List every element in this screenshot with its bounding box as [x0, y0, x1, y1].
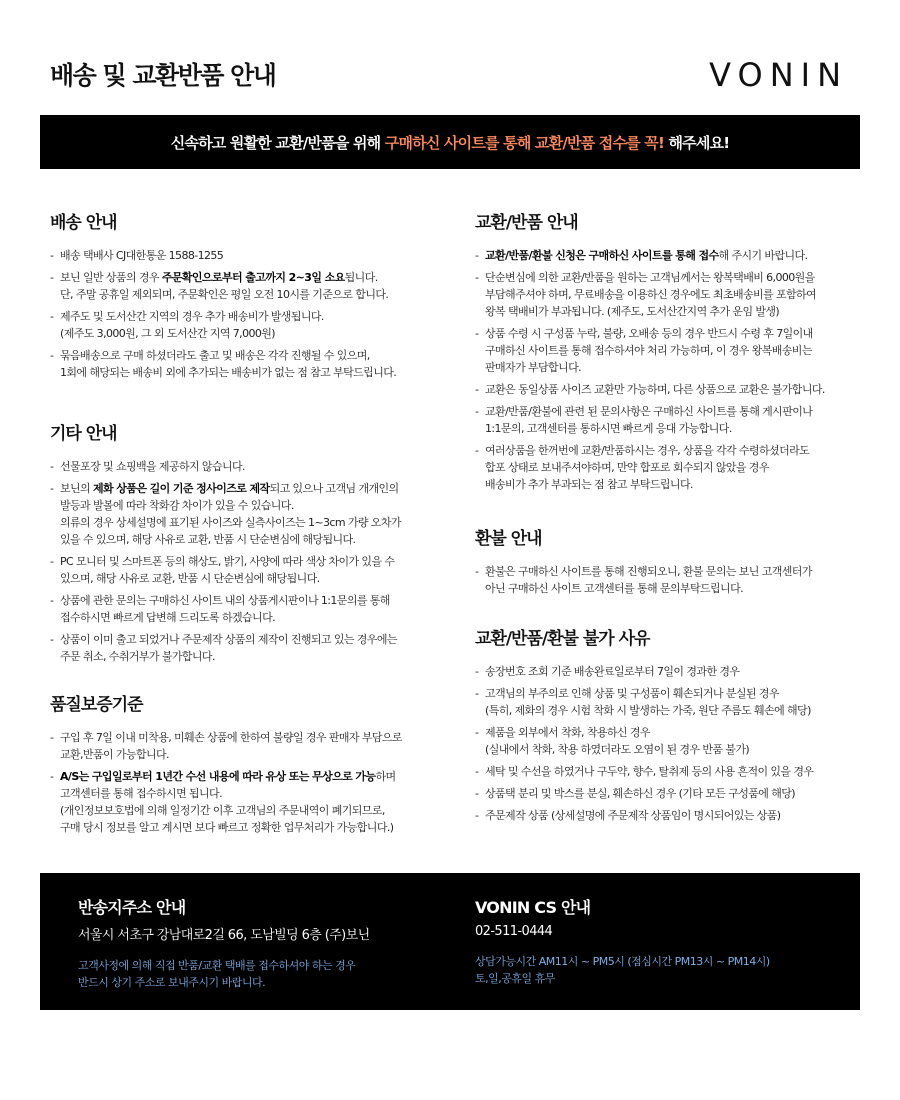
item-text: 부담해주셔야 하며, 무료배송을 이용하신 경우에도 최초배송비를 포함하여: [485, 288, 817, 301]
section-title: 배송 안내: [50, 213, 117, 233]
section-title: 교환/반품 안내: [475, 213, 578, 233]
item-line: [60, 729, 430, 746]
section-list: [50, 458, 430, 665]
page-title: 배송 및 교환반품 안내: [50, 61, 276, 90]
item-text: 왕복 택배비가 부과됩니다. (제주도, 도서산간지역 추가 운임 발생): [485, 305, 780, 318]
item-line: [60, 785, 430, 802]
item-line: [60, 364, 430, 381]
item-text: 상품에 관한 문의는 구매하신 사이트 내의 상품게시판이나 1:1문의를 통해: [60, 594, 390, 607]
item-text: 주문제작 상품 (상세설명에 주문제작 상품임이 명시되어있는 상품): [485, 809, 781, 822]
item-line: [485, 807, 855, 824]
list-item: [475, 763, 855, 780]
list-item: [50, 480, 430, 548]
section-list: [50, 729, 430, 836]
note-line: 반드시 상기 주소로 보내주시기 바랍니다.: [78, 976, 266, 989]
item-line: [485, 286, 855, 303]
item-text: 제품을 외부에서 착화, 착용하신 경우: [485, 726, 650, 739]
item-line: [485, 442, 855, 459]
cs-phone: 02-511-0444: [475, 924, 553, 939]
item-line: [60, 247, 430, 264]
item-text: 주문 취소, 수취거부가 불가합니다.: [60, 650, 215, 663]
item-text: 제주도 및 도서산간 지역의 경우 추가 배송비가 발생됩니다.: [60, 310, 324, 323]
section-title: 기타 안내: [50, 424, 117, 444]
list-item: [475, 685, 855, 719]
section-shipping: [50, 208, 430, 386]
item-text: 판매자가 부담합니다.: [485, 361, 582, 374]
item-line: [485, 724, 855, 741]
list-item: [50, 729, 430, 763]
item-text: 구입 후 7일 이내 미착용, 미훼손 상품에 한하여 불량일 경우 판매자 부담으로: [60, 731, 402, 744]
item-text: 보닌 일반 상품의 경우: [60, 271, 162, 284]
list-item: [475, 807, 855, 824]
item-line: [485, 741, 855, 758]
item-text: 하며: [375, 770, 396, 783]
item-text: 배송 택배사 CJ대한통운 1588-1255: [60, 249, 224, 262]
list-item: [475, 663, 855, 680]
note-line: 고객사정에 의해 직접 반품/교환 택배를 접수하셔야 하는 경우: [78, 959, 356, 972]
list-item: [50, 247, 430, 264]
item-text: 송장번호 조회 기준 배송완료일로부터 7일이 경과한 경우: [485, 665, 740, 678]
note-line: 토,일,공휴일 휴무: [475, 972, 555, 985]
item-text: 1:1문의, 고객센터를 통하시면 빠르게 응대 가능합니다.: [485, 422, 732, 435]
item-line: [485, 403, 855, 420]
item-line: [60, 347, 430, 364]
section-list: [50, 247, 430, 381]
section-title: 환불 안내: [475, 529, 542, 549]
item-text: (개인정보보호법에 의해 일정기간 이후 고객님의 주문내역이 폐기되므로,: [60, 804, 385, 817]
item-line: [60, 746, 430, 763]
item-line: [60, 592, 430, 609]
section-list: [475, 563, 855, 597]
brand-logo: VONIN: [709, 56, 848, 94]
return-address: 서울시 서초구 강남대로2길 66, 도남빌딩 6층 (주)보닌: [78, 928, 370, 943]
list-item: [475, 403, 855, 437]
emphasis-text: 주문확인으로부터 출고까지 2~3일 소요: [161, 271, 345, 284]
notice-banner: [40, 115, 860, 169]
item-line: [485, 476, 855, 493]
footer-info: [40, 873, 860, 1010]
item-text: 아닌 구매하신 사이트 고객센터를 통해 문의부탁드립니다.: [485, 582, 744, 595]
item-text: 1회에 해당되는 배송비 외에 추가되는 배송비가 없는 점 참고 부탁드립니다.: [60, 366, 397, 379]
item-text: PC 모니터 및 스마트폰 등의 해상도, 밝기, 사양에 따라 색상 차이가 있을 수: [60, 555, 395, 568]
item-text: (제주도 3,000원, 그 외 도서산간 지역 7,000원): [60, 327, 275, 340]
item-line: [485, 325, 855, 342]
item-line: [60, 768, 430, 785]
list-item: [50, 553, 430, 587]
list-item: [50, 269, 430, 303]
list-item: [475, 724, 855, 758]
item-text: 있으며, 해당 사유로 교환, 반품 시 단순변심에 해당됩니다.: [60, 572, 320, 585]
item-text: 상품 수령 시 구성품 누락, 불량, 오배송 등의 경우 반드시 수령 후 7일이내: [485, 327, 813, 340]
item-text: 고객님의 부주의로 인해 상품 및 구성품이 훼손되거나 분실된 경우: [485, 687, 779, 700]
item-text: 단순변심에 의한 교환/반품을 원하는 고객님께서는 왕복택배비 6,000원을: [485, 271, 815, 284]
item-text: 고객센터를 통해 접수하시면 됩니다.: [60, 787, 222, 800]
emphasis-text: 제화 상품은 길이 기준 정사이즈로 제작: [92, 482, 270, 495]
return-address-note: [78, 957, 370, 991]
item-line: [60, 480, 430, 497]
item-text: 되고 있으나 고객님 개개인의: [269, 482, 399, 495]
item-text: 보닌의: [60, 482, 93, 495]
list-item: [475, 381, 855, 398]
item-line: [60, 570, 430, 587]
item-text: 의류의 경우 상세설명에 표기된 사이즈와 실측사이즈는 1~3cm 가량 오차가: [60, 516, 401, 529]
item-line: [485, 303, 855, 320]
section-warranty: [50, 690, 430, 841]
item-text: 접수하시면 빠르게 답변해 드리도록 하겠습니다.: [60, 611, 276, 624]
item-line: [485, 763, 855, 780]
item-line: [485, 663, 855, 680]
item-line: [60, 819, 430, 836]
item-text: (실내에서 착화, 착용 하였더라도 오염이 된 경우 반품 불가): [485, 743, 750, 756]
banner-suffix: 해주세요!: [664, 133, 730, 152]
item-line: [60, 514, 430, 531]
list-item: [50, 308, 430, 342]
item-line: [60, 553, 430, 570]
item-line: [485, 381, 855, 398]
emphasis-text: 교환/반품/환불 신청은 구매하신 사이트를 통해 접수: [485, 249, 719, 262]
item-line: [485, 269, 855, 286]
section-list: [475, 247, 855, 493]
section-title: 교환/반품/환불 불가 사유: [475, 629, 650, 649]
item-text: 여러상품을 한꺼번에 교환/반품하시는 경우, 상품을 각각 수령하셨더라도: [485, 444, 810, 457]
item-line: [485, 359, 855, 376]
list-item: [50, 458, 430, 475]
section-not-allowed: [475, 624, 855, 829]
list-item: [50, 768, 430, 836]
item-line: [60, 497, 430, 514]
section-list: [475, 663, 855, 824]
item-text: 합포 상태로 보내주셔야하며, 만약 합포로 회수되지 않았을 경우: [485, 461, 769, 474]
list-item: [475, 785, 855, 802]
banner-prefix: 신속하고 원활한 교환/반품을 위해: [170, 133, 385, 152]
item-text: 환불은 구매하신 사이트를 통해 진행되오니, 환불 문의는 보닌 고객센터가: [485, 565, 812, 578]
item-text: 묶음배송으로 구매 하셨더라도 출고 및 배송은 각각 진행될 수 있으며,: [60, 349, 370, 362]
return-address-block: [78, 895, 370, 991]
item-line: [60, 609, 430, 626]
list-item: [475, 247, 855, 264]
item-line: [60, 531, 430, 548]
banner-highlight: 구매하신 사이트를 통해 교환/반품 접수를 꼭!: [384, 133, 665, 152]
item-text: 세탁 및 수선을 하였거나 구두약, 향수, 탈취제 등의 사용 흔적이 있을 경우: [485, 765, 814, 778]
item-text: 발등과 발볼에 따라 착화감 차이가 있을 수 있습니다.: [60, 499, 294, 512]
item-line: [60, 269, 430, 286]
return-address-title: 반송지주소 안내: [78, 898, 186, 917]
item-text: 해 주시기 바랍니다.: [718, 249, 808, 262]
item-line: [485, 580, 855, 597]
list-item: [475, 442, 855, 493]
item-line: [485, 785, 855, 802]
emphasis-text: A/S는 구입일로부터 1년간 수선 내용에 따라 유상 또는 무상으로 가능: [60, 770, 376, 783]
cs-note: [475, 953, 770, 987]
section-title: 품질보증기준: [50, 695, 143, 715]
section-refund: [475, 524, 855, 602]
item-line: [60, 802, 430, 819]
item-line: [485, 342, 855, 359]
item-text: 구매하신 사이트를 통해 접수하셔야 처리 가능하며, 이 경우 왕복배송비는: [485, 344, 812, 357]
item-line: [60, 308, 430, 325]
item-line: [485, 420, 855, 437]
list-item: [475, 325, 855, 376]
cs-block: [475, 895, 770, 987]
item-text: (특히, 제화의 경우 시험 착화 시 발생하는 가죽, 원단 주름도 훼손에 해당): [485, 704, 811, 717]
note-line: 상담가능시간 AM11시 ~ PM5시 (점심시간 PM13시 ~ PM14시): [475, 955, 770, 968]
item-text: 됩니다.: [344, 271, 378, 284]
item-text: 상품택 분리 및 박스를 분실, 훼손하신 경우 (기타 모든 구성품에 해당): [485, 787, 795, 800]
item-text: 선물포장 및 쇼핑백을 제공하지 않습니다.: [60, 460, 245, 473]
item-line: [60, 325, 430, 342]
item-text: 교환은 동일상품 사이즈 교환만 가능하며, 다른 상품으로 교환은 불가합니다.: [485, 383, 825, 396]
item-line: [485, 563, 855, 580]
item-line: [60, 458, 430, 475]
item-line: [60, 648, 430, 665]
cs-title: VONIN CS 안내: [475, 898, 591, 917]
list-item: [50, 347, 430, 381]
item-text: 구매 당시 정보를 알고 계시면 보다 빠르고 정확한 업무처리가 가능합니다.): [60, 821, 394, 834]
section-exchange: [475, 208, 855, 498]
item-line: [60, 286, 430, 303]
list-item: [50, 631, 430, 665]
item-line: [485, 685, 855, 702]
item-text: 배송비가 추가 부과되는 점 참고 부탁드립니다.: [485, 478, 693, 491]
item-text: 단, 주말 공휴일 제외되며, 주문확인은 평일 오전 10시를 기준으로 합니다.: [60, 288, 389, 301]
list-item: [475, 563, 855, 597]
item-text: 상품이 이미 출고 되었거나 주문제작 상품의 제작이 진행되고 있는 경우에는: [60, 633, 397, 646]
item-text: 교환,반품이 가능합니다.: [60, 748, 169, 761]
item-line: [485, 459, 855, 476]
list-item: [475, 269, 855, 320]
section-etc: [50, 419, 430, 670]
list-item: [50, 592, 430, 626]
item-text: 있을 수 있으며, 해당 사유로 교환, 반품 시 단순변심에 해당됩니다.: [60, 533, 356, 546]
item-line: [485, 702, 855, 719]
item-text: 교환/반품/환불에 관련 된 문의사항은 구매하신 사이트를 통해 게시판이나: [485, 405, 813, 418]
item-line: [485, 247, 855, 264]
item-line: [60, 631, 430, 648]
